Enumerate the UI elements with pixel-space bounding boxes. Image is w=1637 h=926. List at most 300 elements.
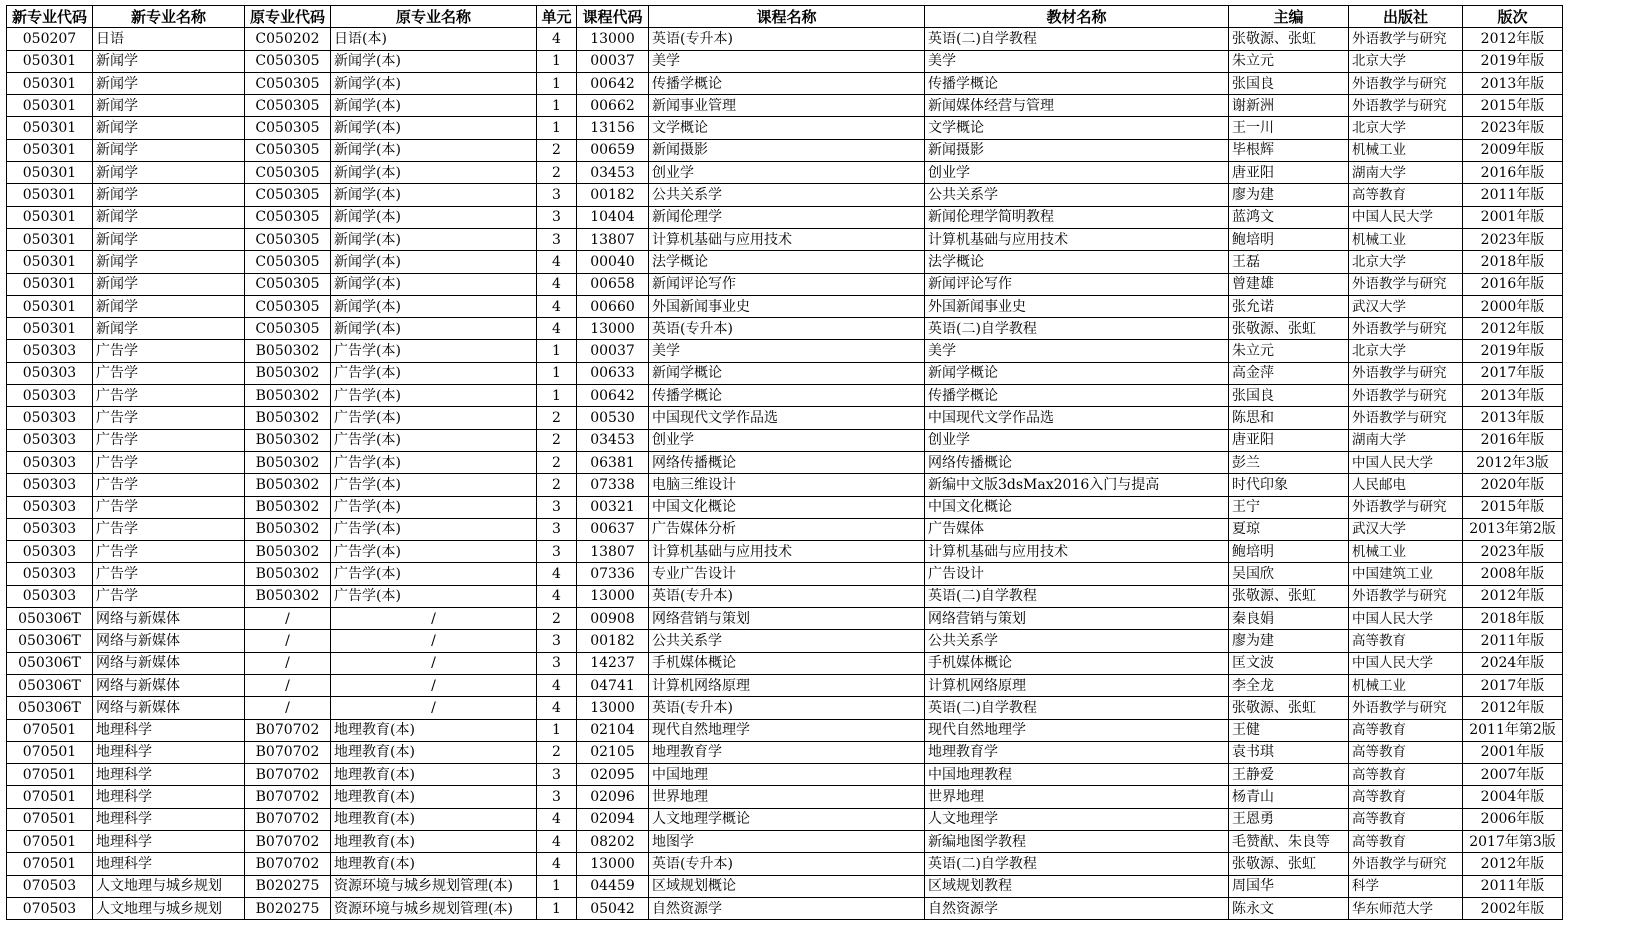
cell-course-name: 美学 (649, 340, 925, 362)
cell-textbook-name: 地理教育学 (925, 741, 1229, 763)
cell-old-major-name: 新闻学(本) (331, 318, 537, 340)
cell-textbook-name: 创业学 (925, 162, 1229, 184)
table-row (7, 808, 1563, 830)
course-textbook-table (6, 5, 1563, 920)
cell-new-major-code: 050303 (7, 407, 93, 429)
cell-publisher: 高等教育 (1349, 184, 1463, 206)
cell-textbook-name: 网络传播概论 (925, 451, 1229, 473)
cell-old-major-code: B050302 (245, 362, 331, 384)
cell-new-major-code: 050303 (7, 474, 93, 496)
cell-old-major-name: 广告学(本) (331, 362, 537, 384)
header-old-major-name: 原专业名称 (331, 6, 537, 28)
cell-textbook-name: 美学 (925, 50, 1229, 72)
cell-unit: 4 (537, 697, 577, 719)
cell-edition: 2018年版 (1463, 608, 1563, 630)
table-row (7, 95, 1563, 117)
cell-old-major-code: / (245, 608, 331, 630)
cell-publisher: 中国人民大学 (1349, 206, 1463, 228)
header-row (7, 6, 1563, 28)
cell-course-code: 02104 (577, 719, 649, 741)
header-publisher: 出版社 (1349, 6, 1463, 28)
cell-edition: 2011年第2版 (1463, 719, 1563, 741)
cell-new-major-name: 网络与新媒体 (93, 630, 245, 652)
cell-old-major-code: / (245, 652, 331, 674)
cell-editor: 夏琼 (1229, 518, 1349, 540)
cell-new-major-name: 广告学 (93, 429, 245, 451)
table-row (7, 451, 1563, 473)
cell-unit: 2 (537, 139, 577, 161)
cell-old-major-code: B050302 (245, 451, 331, 473)
cell-textbook-name: 英语(二)自学教程 (925, 853, 1229, 875)
cell-course-name: 美学 (649, 50, 925, 72)
cell-editor: 高金萍 (1229, 362, 1349, 384)
cell-new-major-name: 新闻学 (93, 228, 245, 250)
cell-edition: 2012年版 (1463, 853, 1563, 875)
table-row (7, 72, 1563, 94)
cell-editor: 杨青山 (1229, 786, 1349, 808)
table-row (7, 496, 1563, 518)
cell-editor: 张国良 (1229, 385, 1349, 407)
cell-unit: 1 (537, 95, 577, 117)
cell-new-major-name: 广告学 (93, 362, 245, 384)
cell-new-major-name: 广告学 (93, 496, 245, 518)
cell-new-major-name: 广告学 (93, 340, 245, 362)
cell-old-major-name: 地理教育(本) (331, 853, 537, 875)
cell-old-major-code: B050302 (245, 429, 331, 451)
cell-editor: 周国华 (1229, 875, 1349, 897)
cell-course-name: 网络营销与策划 (649, 608, 925, 630)
cell-course-name: 广告媒体分析 (649, 518, 925, 540)
cell-course-code: 02096 (577, 786, 649, 808)
table-row (7, 719, 1563, 741)
cell-editor: 鲍培明 (1229, 228, 1349, 250)
cell-old-major-code: C050305 (245, 318, 331, 340)
table-row (7, 652, 1563, 674)
cell-old-major-code: B050302 (245, 474, 331, 496)
table-row (7, 385, 1563, 407)
cell-edition: 2016年版 (1463, 429, 1563, 451)
cell-course-name: 自然资源学 (649, 897, 925, 919)
cell-textbook-name: 世界地理 (925, 786, 1229, 808)
cell-new-major-code: 070501 (7, 853, 93, 875)
cell-new-major-name: 地理科学 (93, 830, 245, 852)
cell-new-major-code: 050301 (7, 117, 93, 139)
cell-textbook-name: 自然资源学 (925, 897, 1229, 919)
table-row (7, 830, 1563, 852)
cell-publisher: 外语教学与研究 (1349, 72, 1463, 94)
cell-old-major-code: C050305 (245, 50, 331, 72)
cell-new-major-code: 050303 (7, 541, 93, 563)
table-row (7, 117, 1563, 139)
cell-edition: 2012年3版 (1463, 451, 1563, 473)
table-row (7, 228, 1563, 250)
cell-textbook-name: 英语(二)自学教程 (925, 697, 1229, 719)
cell-course-code: 10404 (577, 206, 649, 228)
cell-course-name: 英语(专升本) (649, 318, 925, 340)
cell-old-major-name: 资源环境与城乡规划管理(本) (331, 897, 537, 919)
cell-old-major-name: / (331, 608, 537, 630)
cell-new-major-code: 050301 (7, 184, 93, 206)
cell-textbook-name: 法学概论 (925, 251, 1229, 273)
cell-new-major-name: 广告学 (93, 451, 245, 473)
cell-editor: 彭兰 (1229, 451, 1349, 473)
cell-old-major-name: 新闻学(本) (331, 184, 537, 206)
cell-new-major-code: 050306T (7, 630, 93, 652)
cell-new-major-name: 新闻学 (93, 72, 245, 94)
cell-edition: 2020年版 (1463, 474, 1563, 496)
cell-course-name: 新闻学概论 (649, 362, 925, 384)
cell-edition: 2001年版 (1463, 206, 1563, 228)
cell-unit: 2 (537, 429, 577, 451)
cell-new-major-name: 网络与新媒体 (93, 697, 245, 719)
cell-old-major-code: B050302 (245, 563, 331, 585)
cell-old-major-code: / (245, 674, 331, 696)
table-row (7, 50, 1563, 72)
cell-course-code: 04741 (577, 674, 649, 696)
table-row (7, 139, 1563, 161)
cell-old-major-code: B070702 (245, 830, 331, 852)
cell-editor: 王恩勇 (1229, 808, 1349, 830)
table-row (7, 897, 1563, 919)
cell-unit: 3 (537, 206, 577, 228)
cell-editor: 吴国欣 (1229, 563, 1349, 585)
cell-unit: 1 (537, 362, 577, 384)
cell-unit: 4 (537, 674, 577, 696)
table-row (7, 697, 1563, 719)
cell-old-major-name: 新闻学(本) (331, 251, 537, 273)
cell-edition: 2011年版 (1463, 184, 1563, 206)
cell-course-name: 网络传播概论 (649, 451, 925, 473)
cell-course-code: 02095 (577, 764, 649, 786)
table-row (7, 764, 1563, 786)
cell-edition: 2015年版 (1463, 496, 1563, 518)
cell-new-major-code: 050303 (7, 451, 93, 473)
cell-publisher: 机械工业 (1349, 541, 1463, 563)
cell-course-code: 04459 (577, 875, 649, 897)
cell-edition: 2009年版 (1463, 139, 1563, 161)
cell-course-code: 13807 (577, 228, 649, 250)
cell-edition: 2013年版 (1463, 407, 1563, 429)
cell-course-name: 中国现代文学作品选 (649, 407, 925, 429)
cell-old-major-name: 新闻学(本) (331, 50, 537, 72)
cell-course-code: 00037 (577, 340, 649, 362)
table-row (7, 474, 1563, 496)
cell-old-major-name: 新闻学(本) (331, 206, 537, 228)
cell-new-major-code: 050306T (7, 697, 93, 719)
table-row (7, 875, 1563, 897)
cell-publisher: 机械工业 (1349, 139, 1463, 161)
cell-old-major-code: B070702 (245, 786, 331, 808)
cell-course-code: 13000 (577, 585, 649, 607)
cell-unit: 4 (537, 563, 577, 585)
cell-publisher: 中国人民大学 (1349, 652, 1463, 674)
cell-old-major-code: C050202 (245, 28, 331, 50)
cell-course-name: 电脑三维设计 (649, 474, 925, 496)
cell-edition: 2013年第2版 (1463, 518, 1563, 540)
cell-publisher: 高等教育 (1349, 719, 1463, 741)
cell-unit: 2 (537, 407, 577, 429)
table-row (7, 741, 1563, 763)
cell-textbook-name: 新闻摄影 (925, 139, 1229, 161)
cell-unit: 1 (537, 72, 577, 94)
cell-old-major-code: B050302 (245, 518, 331, 540)
cell-textbook-name: 新闻学概论 (925, 362, 1229, 384)
cell-edition: 2023年版 (1463, 541, 1563, 563)
cell-publisher: 人民邮电 (1349, 474, 1463, 496)
cell-publisher: 华东师范大学 (1349, 897, 1463, 919)
cell-publisher: 外语教学与研究 (1349, 362, 1463, 384)
cell-new-major-code: 070501 (7, 741, 93, 763)
cell-editor: 秦良娟 (1229, 608, 1349, 630)
cell-editor: 唐亚阳 (1229, 162, 1349, 184)
table-row (7, 630, 1563, 652)
cell-textbook-name: 计算机基础与应用技术 (925, 228, 1229, 250)
cell-new-major-code: 050303 (7, 385, 93, 407)
cell-editor: 曾建雄 (1229, 273, 1349, 295)
cell-editor: 张敬源、张虹 (1229, 318, 1349, 340)
cell-old-major-name: 新闻学(本) (331, 228, 537, 250)
cell-editor: 谢新洲 (1229, 95, 1349, 117)
cell-unit: 2 (537, 451, 577, 473)
cell-course-code: 02094 (577, 808, 649, 830)
cell-textbook-name: 英语(二)自学教程 (925, 318, 1229, 340)
cell-old-major-name: 地理教育(本) (331, 786, 537, 808)
header-course-name: 课程名称 (649, 6, 925, 28)
cell-unit: 3 (537, 630, 577, 652)
cell-new-major-name: 地理科学 (93, 764, 245, 786)
cell-old-major-name: 广告学(本) (331, 585, 537, 607)
cell-course-name: 英语(专升本) (649, 853, 925, 875)
cell-course-name: 公共关系学 (649, 630, 925, 652)
cell-course-code: 13000 (577, 697, 649, 719)
header-course-code: 课程代码 (577, 6, 649, 28)
cell-course-name: 中国地理 (649, 764, 925, 786)
cell-publisher: 武汉大学 (1349, 295, 1463, 317)
cell-editor: 袁书琪 (1229, 741, 1349, 763)
cell-editor: 廖为建 (1229, 630, 1349, 652)
cell-old-major-code: C050305 (245, 251, 331, 273)
cell-new-major-code: 070503 (7, 875, 93, 897)
cell-course-name: 计算机基础与应用技术 (649, 541, 925, 563)
cell-publisher: 高等教育 (1349, 741, 1463, 763)
table-row (7, 429, 1563, 451)
cell-new-major-code: 050301 (7, 50, 93, 72)
cell-new-major-name: 网络与新媒体 (93, 652, 245, 674)
cell-old-major-name: 新闻学(本) (331, 72, 537, 94)
cell-old-major-code: C050305 (245, 228, 331, 250)
table-row (7, 407, 1563, 429)
cell-old-major-code: B070702 (245, 719, 331, 741)
cell-old-major-code: C050305 (245, 206, 331, 228)
cell-unit: 2 (537, 608, 577, 630)
header-editor: 主编 (1229, 6, 1349, 28)
cell-old-major-name: / (331, 652, 537, 674)
cell-old-major-name: / (331, 674, 537, 696)
cell-new-major-name: 地理科学 (93, 719, 245, 741)
cell-textbook-name: 新闻评论写作 (925, 273, 1229, 295)
cell-textbook-name: 广告设计 (925, 563, 1229, 585)
cell-publisher: 外语教学与研究 (1349, 697, 1463, 719)
cell-edition: 2002年版 (1463, 897, 1563, 919)
header-new-major-code: 新专业代码 (7, 6, 93, 28)
table-row (7, 853, 1563, 875)
cell-course-code: 13807 (577, 541, 649, 563)
cell-new-major-code: 070501 (7, 719, 93, 741)
cell-textbook-name: 计算机基础与应用技术 (925, 541, 1229, 563)
cell-old-major-name: 新闻学(本) (331, 295, 537, 317)
cell-course-name: 公共关系学 (649, 184, 925, 206)
cell-unit: 4 (537, 830, 577, 852)
cell-unit: 4 (537, 853, 577, 875)
cell-textbook-name: 现代自然地理学 (925, 719, 1229, 741)
table-row (7, 318, 1563, 340)
cell-edition: 2023年版 (1463, 228, 1563, 250)
table-row (7, 251, 1563, 273)
cell-publisher: 北京大学 (1349, 251, 1463, 273)
cell-new-major-code: 050306T (7, 652, 93, 674)
cell-old-major-name: 地理教育(本) (331, 741, 537, 763)
cell-old-major-code: B050302 (245, 496, 331, 518)
cell-edition: 2007年版 (1463, 764, 1563, 786)
cell-course-code: 00642 (577, 385, 649, 407)
cell-edition: 2016年版 (1463, 162, 1563, 184)
cell-old-major-name: 广告学(本) (331, 541, 537, 563)
cell-new-major-name: 广告学 (93, 385, 245, 407)
cell-course-code: 03453 (577, 162, 649, 184)
cell-new-major-code: 050301 (7, 228, 93, 250)
cell-textbook-name: 英语(二)自学教程 (925, 585, 1229, 607)
cell-publisher: 高等教育 (1349, 764, 1463, 786)
cell-textbook-name: 计算机网络原理 (925, 674, 1229, 696)
cell-new-major-name: 广告学 (93, 541, 245, 563)
cell-edition: 2012年版 (1463, 697, 1563, 719)
cell-old-major-name: 新闻学(本) (331, 95, 537, 117)
cell-new-major-code: 050301 (7, 206, 93, 228)
cell-course-name: 专业广告设计 (649, 563, 925, 585)
cell-editor: 时代印象 (1229, 474, 1349, 496)
cell-course-name: 区域规划概论 (649, 875, 925, 897)
cell-new-major-code: 050207 (7, 28, 93, 50)
cell-old-major-name: 地理教育(本) (331, 719, 537, 741)
cell-old-major-code: B050302 (245, 385, 331, 407)
cell-editor: 王宁 (1229, 496, 1349, 518)
cell-publisher: 外语教学与研究 (1349, 853, 1463, 875)
table-row (7, 206, 1563, 228)
cell-new-major-code: 050301 (7, 318, 93, 340)
cell-old-major-code: B020275 (245, 875, 331, 897)
cell-old-major-code: B070702 (245, 808, 331, 830)
cell-old-major-name: 新闻学(本) (331, 139, 537, 161)
cell-unit: 3 (537, 228, 577, 250)
cell-new-major-code: 070503 (7, 897, 93, 919)
cell-new-major-name: 新闻学 (93, 295, 245, 317)
cell-course-code: 13000 (577, 853, 649, 875)
cell-course-code: 00662 (577, 95, 649, 117)
cell-course-name: 外国新闻事业史 (649, 295, 925, 317)
cell-textbook-name: 新编中文版3dsMax2016入门与提高 (925, 474, 1229, 496)
cell-new-major-code: 070501 (7, 764, 93, 786)
cell-publisher: 外语教学与研究 (1349, 318, 1463, 340)
cell-new-major-name: 新闻学 (93, 117, 245, 139)
cell-old-major-name: 广告学(本) (331, 474, 537, 496)
cell-editor: 陈思和 (1229, 407, 1349, 429)
cell-editor: 王一川 (1229, 117, 1349, 139)
cell-publisher: 外语教学与研究 (1349, 496, 1463, 518)
cell-publisher: 科学 (1349, 875, 1463, 897)
cell-editor: 李全龙 (1229, 674, 1349, 696)
cell-new-major-name: 新闻学 (93, 139, 245, 161)
cell-old-major-code: C050305 (245, 117, 331, 139)
cell-unit: 1 (537, 719, 577, 741)
header-edition: 版次 (1463, 6, 1563, 28)
cell-textbook-name: 人文地理学 (925, 808, 1229, 830)
cell-textbook-name: 公共关系学 (925, 184, 1229, 206)
cell-old-major-name: 广告学(本) (331, 407, 537, 429)
cell-new-major-code: 070501 (7, 808, 93, 830)
cell-edition: 2004年版 (1463, 786, 1563, 808)
cell-edition: 2006年版 (1463, 808, 1563, 830)
cell-new-major-code: 050301 (7, 251, 93, 273)
cell-edition: 2024年版 (1463, 652, 1563, 674)
table-row (7, 295, 1563, 317)
cell-new-major-code: 070501 (7, 786, 93, 808)
cell-course-code: 00040 (577, 251, 649, 273)
cell-editor: 王健 (1229, 719, 1349, 741)
header-old-major-code: 原专业代码 (245, 6, 331, 28)
cell-new-major-code: 050303 (7, 585, 93, 607)
cell-new-major-name: 地理科学 (93, 808, 245, 830)
cell-editor: 张敬源、张虹 (1229, 697, 1349, 719)
cell-edition: 2019年版 (1463, 50, 1563, 72)
cell-unit: 1 (537, 50, 577, 72)
cell-editor: 张敬源、张虹 (1229, 585, 1349, 607)
cell-unit: 3 (537, 541, 577, 563)
cell-unit: 4 (537, 28, 577, 50)
cell-new-major-name: 人文地理与城乡规划 (93, 897, 245, 919)
cell-new-major-code: 050301 (7, 162, 93, 184)
cell-course-code: 00182 (577, 630, 649, 652)
cell-unit: 1 (537, 875, 577, 897)
cell-unit: 1 (537, 385, 577, 407)
cell-publisher: 高等教育 (1349, 786, 1463, 808)
cell-course-name: 新闻评论写作 (649, 273, 925, 295)
cell-old-major-name: 地理教育(本) (331, 808, 537, 830)
cell-unit: 3 (537, 786, 577, 808)
table-row (7, 518, 1563, 540)
cell-old-major-code: / (245, 630, 331, 652)
cell-edition: 2019年版 (1463, 340, 1563, 362)
cell-new-major-name: 新闻学 (93, 162, 245, 184)
cell-editor: 匡文波 (1229, 652, 1349, 674)
cell-old-major-name: 新闻学(本) (331, 117, 537, 139)
table-row (7, 162, 1563, 184)
cell-publisher: 高等教育 (1349, 830, 1463, 852)
cell-old-major-name: 广告学(本) (331, 563, 537, 585)
table-row (7, 184, 1563, 206)
cell-textbook-name: 新闻伦理学简明教程 (925, 206, 1229, 228)
cell-new-major-code: 050301 (7, 295, 93, 317)
cell-editor: 陈永文 (1229, 897, 1349, 919)
cell-new-major-code: 050303 (7, 496, 93, 518)
cell-publisher: 高等教育 (1349, 808, 1463, 830)
cell-unit: 3 (537, 496, 577, 518)
cell-new-major-name: 新闻学 (93, 273, 245, 295)
cell-edition: 2017年版 (1463, 362, 1563, 384)
cell-course-code: 00658 (577, 273, 649, 295)
cell-course-code: 05042 (577, 897, 649, 919)
header-unit: 单元 (537, 6, 577, 28)
cell-publisher: 北京大学 (1349, 50, 1463, 72)
